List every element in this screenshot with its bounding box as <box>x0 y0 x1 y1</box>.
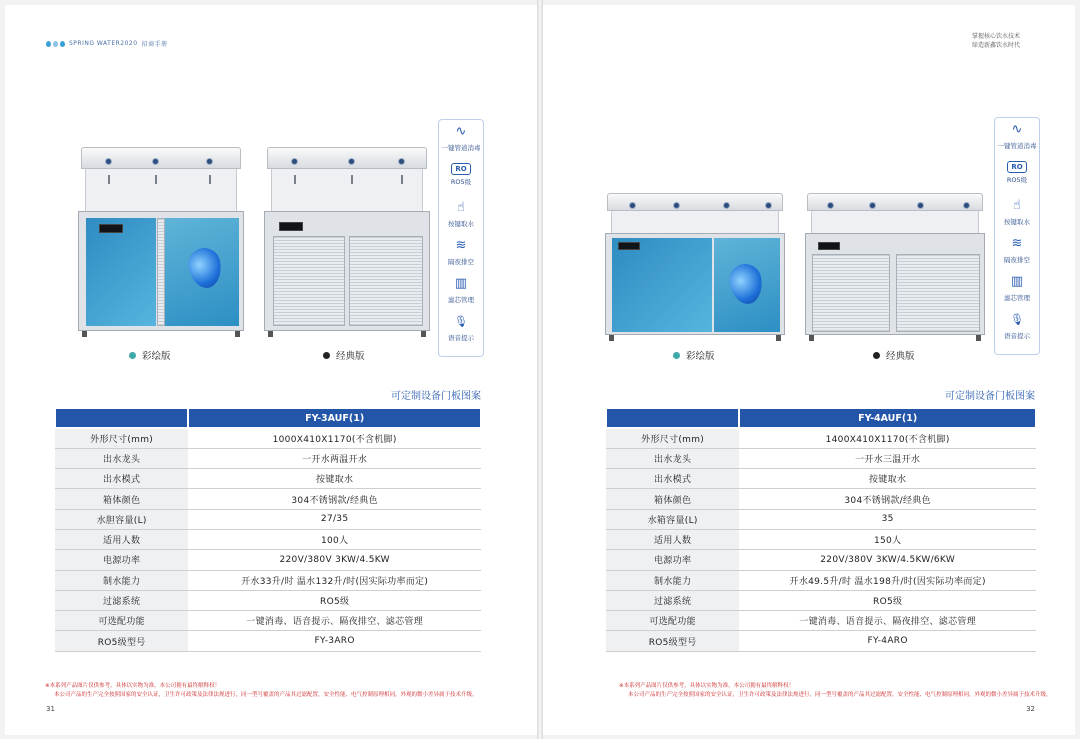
spec-label: 箱体颜色 <box>606 489 739 509</box>
spec-label: 可选配功能 <box>606 611 739 631</box>
feature-pipe-sterilize: ∿ 一键管道消毒 <box>995 119 1039 157</box>
drain-icon: ≋ <box>455 237 467 253</box>
spec-value: 开水33升/时 温水132升/时(因实际功率而定) <box>188 570 481 590</box>
spec-label: 水箱容量(L) <box>606 509 739 529</box>
machine-classic-3tap <box>264 147 430 337</box>
spec-value: 1000X410X1170(不含机脚) <box>188 428 481 448</box>
page-left <box>5 5 537 735</box>
pipe-icon: ∿ <box>1011 121 1023 137</box>
machine-painted-4tap <box>605 193 785 341</box>
spec-value: RO5级 <box>188 590 481 610</box>
press-icon: ☝ <box>457 199 465 215</box>
legend-classic-dot <box>873 352 880 359</box>
spec-row <box>55 509 481 529</box>
spec-row <box>606 448 1036 468</box>
spec-value: FY-4ARO <box>739 631 1036 651</box>
spec-row <box>606 590 1036 610</box>
spec-row <box>55 529 481 549</box>
spec-value: 150人 <box>739 529 1036 549</box>
spec-value: 220V/380V 3KW/4.5KW/6KW <box>739 550 1036 570</box>
mic-icon: 🎙 <box>454 314 468 328</box>
page-number-left: 31 <box>46 705 55 713</box>
spec-row <box>55 489 481 509</box>
spec-value: 35 <box>739 509 1036 529</box>
machine-painted-3tap <box>78 147 244 337</box>
spec-label: 出水模式 <box>606 469 739 489</box>
spec-value: 220V/380V 3KW/4.5KW <box>188 550 481 570</box>
spec-label: 外形尺寸(mm) <box>606 428 739 448</box>
machine-classic-4tap <box>805 193 985 341</box>
spec-value: 开水49.5升/时 温水198升/时(因实际功率而定) <box>739 570 1036 590</box>
feature-ro5: RO RO5级 <box>1006 162 1028 184</box>
spec-label: 制水能力 <box>606 570 739 590</box>
spec-label: 电源功率 <box>55 550 188 570</box>
spec-label: 水胆容量(L) <box>55 509 188 529</box>
spec-header-blank <box>606 408 739 428</box>
feature-voice-prompt: 🎙 语音提示 <box>439 311 483 349</box>
spec-row <box>606 631 1036 651</box>
feature-list <box>439 121 483 349</box>
spec-table-left <box>54 407 482 652</box>
spec-label: 外形尺寸(mm) <box>55 428 188 448</box>
feature-overnight-drain: ≋ 隔夜排空 <box>995 233 1039 271</box>
brand-name: SPRING WATER2020 <box>69 40 138 47</box>
spec-row <box>606 611 1036 631</box>
feature-list <box>995 119 1039 347</box>
spec-row <box>55 631 481 651</box>
legend-classic: 经典版 <box>323 348 365 362</box>
page-number-right: 32 <box>1026 705 1035 713</box>
spec-value: 一开水三温开水 <box>739 448 1036 468</box>
legend-classic: 经典版 <box>873 348 915 362</box>
page-right <box>543 5 1075 735</box>
spec-model-header: FY-4AUF(1) <box>739 408 1036 428</box>
spec-row <box>606 550 1036 570</box>
spec-label: 可选配功能 <box>55 611 188 631</box>
feature-filter-manage: ▥ 滤芯管理 <box>995 271 1039 309</box>
filter-icon: ▥ <box>1010 273 1024 289</box>
legend-painted: 彩绘版 <box>129 348 171 362</box>
spec-row <box>606 529 1036 549</box>
spec-value: 按键取水 <box>739 469 1036 489</box>
spec-label: 适用人数 <box>606 529 739 549</box>
spec-value: 27/35 <box>188 509 481 529</box>
spec-row <box>606 489 1036 509</box>
spec-label: 制水能力 <box>55 570 188 590</box>
spec-label: 箱体颜色 <box>55 489 188 509</box>
press-icon: ☝ <box>1013 197 1021 213</box>
mic-icon: 🎙 <box>1010 312 1024 326</box>
filter-icon: ▥ <box>454 275 468 291</box>
legend-painted-dot <box>673 352 680 359</box>
feature-pipe-sterilize: ∿ 一键管道消毒 <box>439 121 483 159</box>
spec-label: 出水龙头 <box>55 448 188 468</box>
legend-painted-dot <box>129 352 136 359</box>
custom-panel-label: 可定制设备门板图案 <box>391 391 481 402</box>
spec-rows-left <box>55 428 481 651</box>
feature-press-button: ☝ 按键取水 <box>995 195 1039 233</box>
ro-icon: RO <box>1007 161 1027 173</box>
tagline: 掌握核心饮水技术 缔造新鑫饮水时代 <box>971 33 1020 49</box>
spec-value: 一键消毒、语音提示、隔夜排空、滤芯管理 <box>188 611 481 631</box>
feature-filter-manage: ▥ 滤芯管理 <box>439 273 483 311</box>
custom-panel-label: 可定制设备门板图案 <box>945 391 1035 402</box>
spec-row <box>55 428 481 448</box>
spec-row <box>55 590 481 610</box>
spec-header-blank <box>55 408 188 428</box>
disclaimer-note: ※本系列产品图片仅供参考，具体以实物为准，本公司拥有最终解释权！ 本公司产品的生产完全按照国家的安全认证，卫生许可政策及法律法规进行，同一型号覆盖的产品其过滤配置，安全性能、电气控制原理相同，外观的微小差异属于技术升级。 <box>619 683 1052 698</box>
spec-row <box>606 469 1036 489</box>
spec-label: 出水模式 <box>55 469 188 489</box>
spec-row <box>55 448 481 468</box>
brand-subtitle: 招商手册 <box>141 41 168 48</box>
spec-label: RO5级型号 <box>606 631 739 651</box>
spec-rows-right <box>606 428 1036 651</box>
spec-model-header: FY-3AUF(1) <box>188 408 481 428</box>
spec-row <box>55 570 481 590</box>
feature-ro5: RO RO5级 <box>450 164 472 186</box>
disclaimer-note: ※本系列产品图片仅供参考，具体以实物为准，本公司拥有最终解释权！ 本公司产品的生产完全按照国家的安全认证，卫生许可政策及法律法规进行，同一型号覆盖的产品其过滤配置，安全性能、电气控制原理相同，外观的微小差异属于技术升级。 <box>45 683 478 698</box>
brand-header <box>46 39 168 48</box>
spec-value: 一键消毒、语音提示、隔夜排空、滤芯管理 <box>739 611 1036 631</box>
spec-label: 出水龙头 <box>606 448 739 468</box>
ro-icon: RO <box>451 163 471 175</box>
spec-value: RO5级 <box>739 590 1036 610</box>
spec-row <box>55 611 481 631</box>
spec-value: 一开水两温开水 <box>188 448 481 468</box>
legend-painted: 彩绘版 <box>673 348 715 362</box>
spec-value: 304不锈钢款/经典色 <box>739 489 1036 509</box>
spec-value: 按键取水 <box>188 469 481 489</box>
spec-value: 100人 <box>188 529 481 549</box>
spec-value: 1400X410X1170(不含机脚) <box>739 428 1036 448</box>
spec-label: 过滤系统 <box>606 590 739 610</box>
spec-table-right <box>605 407 1037 652</box>
spec-row <box>55 550 481 570</box>
legend-classic-dot <box>323 352 330 359</box>
spec-value: FY-3ARO <box>188 631 481 651</box>
feature-overnight-drain: ≋ 隔夜排空 <box>439 235 483 273</box>
spec-label: 适用人数 <box>55 529 188 549</box>
spec-label: 过滤系统 <box>55 590 188 610</box>
water-drops-icon <box>46 41 65 47</box>
spec-row <box>55 469 481 489</box>
spec-label: RO5级型号 <box>55 631 188 651</box>
pipe-icon: ∿ <box>455 123 467 139</box>
feature-press-button: ☝ 按键取水 <box>439 197 483 235</box>
spec-row <box>606 570 1036 590</box>
drain-icon: ≋ <box>1011 235 1023 251</box>
spec-row <box>606 428 1036 448</box>
feature-voice-prompt: 🎙 语音提示 <box>995 309 1039 347</box>
spec-row <box>606 509 1036 529</box>
spec-label: 电源功率 <box>606 550 739 570</box>
spec-value: 304不锈钢款/经典色 <box>188 489 481 509</box>
